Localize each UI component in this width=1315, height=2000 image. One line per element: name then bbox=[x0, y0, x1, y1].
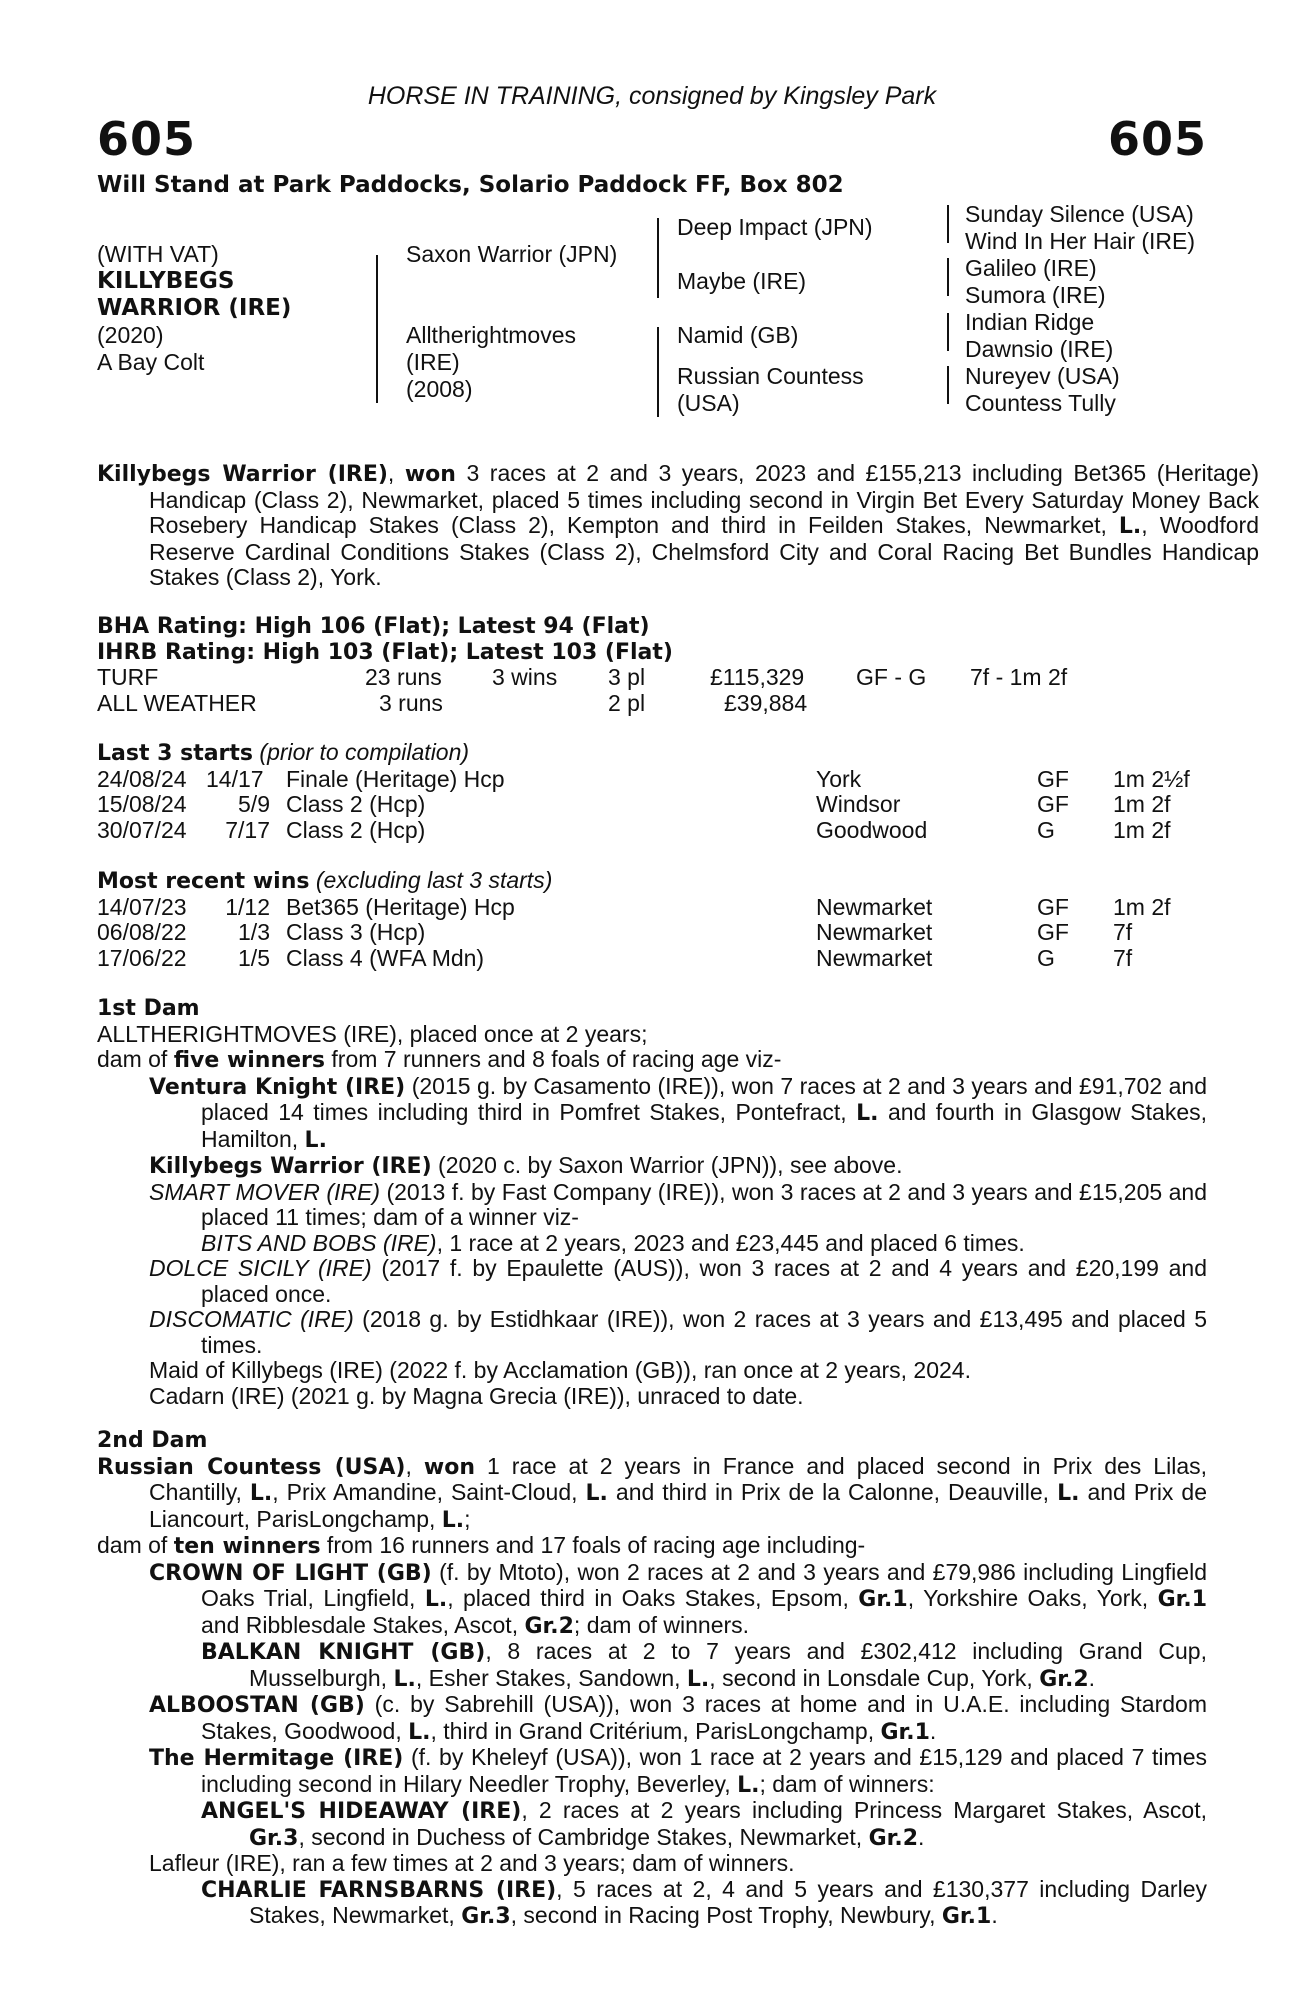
win-distance: 7f bbox=[1113, 919, 1133, 945]
pedigree-g3-7: Nureyev (USA) bbox=[965, 363, 1120, 389]
pedigree-g3-8: Countess Tully bbox=[965, 390, 1116, 416]
pedigree-dam-dam-line1: Russian Countess bbox=[677, 363, 864, 389]
text: (f. by Kheleyf (USA)), won 1 race at 2 years and £15,129 and placed 7 times including second in Hilary Needler Trophy, Beverley, bbox=[201, 1744, 1207, 1797]
ratings-runs: 3 runs bbox=[379, 689, 443, 716]
produce-name: BITS AND BOBS (IRE) bbox=[201, 1229, 437, 1256]
horse-description: A Bay Colt bbox=[97, 349, 205, 375]
ratings-surface: TURF bbox=[97, 664, 159, 690]
pedigree-g3-1: Sunday Silence (USA) bbox=[965, 201, 1194, 227]
pedigree-dam-line1: Alltherightmoves bbox=[406, 322, 577, 348]
pedigree-brace-1 bbox=[376, 255, 378, 403]
start-going: G bbox=[1037, 816, 1055, 843]
produce-name: The Hermitage (IRE) bbox=[149, 1746, 404, 1771]
text: . bbox=[1088, 1664, 1096, 1691]
listed-marker: L. bbox=[304, 1127, 327, 1153]
text: (2020 c. by Saxon Warrior (JPN)), see above. bbox=[431, 1152, 903, 1178]
sale-header: HORSE IN TRAINING, consigned by Kingsley Park bbox=[367, 82, 937, 110]
text: , 8 races at 2 to 7 years and £302,412 including Grand Cup, Musselburgh, bbox=[249, 1638, 1207, 1691]
listed-marker: L. bbox=[393, 1666, 416, 1692]
lot-number-right: 605 bbox=[1107, 112, 1207, 166]
produce-balkan-knight bbox=[97, 1639, 1207, 1692]
listed-marker: L. bbox=[1118, 514, 1142, 539]
text: , second in Racing Post Trophy, Newbury, bbox=[510, 1902, 942, 1928]
summary-text-1: 3 races at 2 and 3 years, 2023 and £155,213 including Bet365 (Heritage) Handicap (Class 2), Newmarket, placed 5 times including second in Virgin Bet Every Saturday Money Back Rosebery Handicap Stakes (Class 2), Kempton and third in Feilden Stakes, Newmarket, bbox=[149, 460, 1260, 538]
win-race: Bet365 (Heritage) Hcp bbox=[286, 893, 515, 920]
win-position: 1/3 bbox=[238, 919, 270, 945]
win-date: 14/07/23 bbox=[97, 893, 187, 920]
group-marker: Gr.1 bbox=[858, 1587, 908, 1612]
recent-wins-title: Most recent wins bbox=[97, 869, 310, 894]
start-course: York bbox=[816, 765, 862, 792]
pedigree-brace-6 bbox=[947, 313, 949, 351]
text: (c. by Sabrehill (USA)), won 3 races at home and in U.A.E. including Stardom Stakes, Goodwood, bbox=[201, 1691, 1207, 1744]
pedigree-brace-7 bbox=[947, 366, 949, 404]
text: dam of bbox=[97, 1046, 174, 1072]
recent-win-row bbox=[97, 920, 1207, 946]
text: ; dam of winners: bbox=[759, 1770, 935, 1797]
recent-wins-note: (excluding last 3 starts) bbox=[309, 867, 553, 893]
recent-win-row bbox=[97, 946, 1207, 972]
win-distance: 1m 2f bbox=[1113, 893, 1171, 920]
summary-text-2: , Woodford Reserve Cardinal Conditions Stakes (Class 2), Chelmsford City and Coral Racing Bet Bundles Handicap Stakes (Class 2), York. bbox=[149, 512, 1259, 590]
listed-marker: L. bbox=[408, 1719, 431, 1745]
produce-the-hermitage bbox=[97, 1745, 1207, 1798]
win-race: Class 4 (WFA Mdn) bbox=[286, 944, 485, 971]
last-start-row bbox=[97, 792, 1207, 818]
listed-marker: L. bbox=[737, 1772, 760, 1798]
pedigree-g3-4: Sumora (IRE) bbox=[965, 282, 1106, 308]
ratings-row-all-weather bbox=[97, 691, 1207, 717]
listed-marker: L. bbox=[249, 1481, 273, 1506]
ratings-row-turf bbox=[97, 665, 1207, 691]
first-dam-section bbox=[97, 996, 1207, 1409]
produce-dolce-sicily bbox=[97, 1256, 1207, 1307]
produce-name: CROWN OF LIGHT (GB) bbox=[149, 1560, 432, 1586]
start-race: Class 2 (Hcp) bbox=[286, 791, 426, 817]
group-marker: Gr.3 bbox=[249, 1825, 299, 1851]
text: , Esher Stakes, Sandown, bbox=[415, 1664, 687, 1691]
second-dam-section bbox=[97, 1428, 1207, 1930]
start-course: Goodwood bbox=[816, 816, 928, 843]
produce-crown-of-light bbox=[97, 1560, 1207, 1640]
produce-name: DOLCE SICILY (IRE) bbox=[149, 1255, 372, 1281]
text: dam of bbox=[97, 1532, 174, 1558]
listed-marker: L. bbox=[424, 1587, 448, 1612]
horse-year: (2020) bbox=[97, 322, 164, 348]
ratings-runs: 23 runs bbox=[365, 664, 442, 690]
group-marker: Gr.1 bbox=[1157, 1587, 1208, 1612]
ratings-going: GF - G bbox=[856, 664, 927, 690]
start-distance: 1m 2f bbox=[1113, 816, 1171, 843]
text: . bbox=[918, 1823, 925, 1850]
ratings-section bbox=[97, 614, 1207, 716]
pedigree-g3-3: Galileo (IRE) bbox=[965, 255, 1097, 281]
lot-number-left: 605 bbox=[97, 112, 197, 166]
ratings-prize: £115,329 bbox=[710, 664, 805, 690]
pedigree-brace-5 bbox=[947, 258, 949, 296]
text: , placed third in Oaks Stakes, Epsom, bbox=[447, 1585, 859, 1611]
win-position: 1/5 bbox=[238, 944, 270, 971]
group-marker: Gr.1 bbox=[941, 1904, 992, 1929]
horse-name-line2: WARRIOR (IRE) bbox=[97, 295, 292, 321]
start-position: 14/17 bbox=[206, 765, 264, 792]
start-position: 7/17 bbox=[225, 816, 270, 843]
win-date: 17/06/22 bbox=[97, 944, 187, 971]
produce-name: Killybegs Warrior (IRE) bbox=[149, 1154, 432, 1179]
pedigree-brace-4 bbox=[947, 205, 949, 243]
win-course: Newmarket bbox=[816, 893, 933, 920]
pedigree-g3-2: Wind In Her Hair (IRE) bbox=[965, 228, 1196, 254]
produce-bits-and-bobs bbox=[97, 1231, 1207, 1257]
ratings-distance: 7f - 1m 2f bbox=[970, 664, 1068, 690]
horse-name-line1: KILLYBEGS bbox=[97, 268, 235, 294]
pedigree-dam-line3: (2008) bbox=[406, 376, 473, 402]
pedigree-sire: Saxon Warrior (JPN) bbox=[406, 241, 618, 267]
text: from 16 runners and 17 foals of racing age including- bbox=[320, 1532, 866, 1558]
ratings-placed: 3 pl bbox=[608, 664, 646, 690]
group-marker: Gr.2 bbox=[868, 1825, 919, 1851]
win-date: 06/08/22 bbox=[97, 919, 187, 945]
ratings-prize: £39,884 bbox=[724, 689, 808, 716]
text: , 1 race at 2 years, 2023 and £23,445 and placed 6 times. bbox=[436, 1229, 1025, 1256]
produce-discomatic bbox=[97, 1307, 1207, 1358]
last-start-row bbox=[97, 767, 1207, 793]
produce-name: BALKAN KNIGHT (GB) bbox=[201, 1640, 486, 1665]
first-dam-title: 1st Dam bbox=[97, 996, 200, 1021]
second-dam-title: 2nd Dam bbox=[97, 1428, 208, 1453]
text: (f. by Mtoto), won 2 races at 2 and 3 years and £79,986 including Lingfield Oaks Trial, Lingfield, bbox=[201, 1558, 1207, 1611]
produce-name: Ventura Knight (IRE) bbox=[149, 1074, 406, 1100]
win-distance: 7f bbox=[1113, 944, 1133, 971]
summary-won: won bbox=[404, 462, 456, 487]
text: (2015 g. by Casamento (IRE)), won 7 races at 2 and 3 years and £91,702 and placed 14 times including third in Pomfret Stakes, Pontefract, bbox=[201, 1072, 1207, 1125]
summary-horse-name: Killybegs Warrior (IRE) bbox=[97, 462, 388, 487]
produce-name: ANGEL'S HIDEAWAY (IRE) bbox=[201, 1799, 522, 1824]
win-course: Newmarket bbox=[816, 919, 933, 945]
pedigree-g3-5: Indian Ridge bbox=[965, 309, 1095, 335]
stand-info: Will Stand at Park Paddocks, Solario Paddock FF, Box 802 bbox=[97, 172, 844, 198]
second-dam-produce-summary bbox=[97, 1533, 1207, 1560]
produce-name: ALBOOSTAN (GB) bbox=[149, 1693, 365, 1718]
listed-marker: L. bbox=[856, 1101, 879, 1126]
ratings-wins: 3 wins bbox=[492, 664, 558, 690]
text: and Prix de Liancourt, ParisLongchamp, bbox=[149, 1479, 1208, 1532]
listed-marker: L. bbox=[1057, 1481, 1080, 1506]
ihrb-rating: IHRB Rating: High 103 (Flat); Latest 103 (Flat) bbox=[97, 639, 673, 665]
start-race: Finale (Heritage) Hcp bbox=[286, 765, 505, 792]
produce-name: SMART MOVER (IRE) bbox=[149, 1178, 380, 1205]
group-marker: Gr.3 bbox=[461, 1904, 511, 1929]
win-going: GF bbox=[1037, 893, 1069, 920]
text: (2013 f. by Fast Company (IRE)), won 3 races at 2 and 3 years and £15,205 and placed 11 times; dam of a winner viz- bbox=[201, 1178, 1207, 1230]
text: , 2 races at 2 years including Princess Margaret Stakes, Ascot, bbox=[521, 1797, 1208, 1823]
text: . bbox=[929, 1717, 937, 1744]
produce-smart-mover bbox=[97, 1180, 1207, 1231]
text: ; bbox=[464, 1505, 471, 1532]
start-distance: 1m 2f bbox=[1113, 791, 1171, 817]
text: from 7 runners and 8 foals of racing age viz- bbox=[325, 1046, 782, 1072]
text: , Yorkshire Oaks, York, bbox=[907, 1585, 1158, 1611]
text: (2018 g. by Estidhkaar (IRE)), won 2 races at 3 years and £13,495 and placed 5 times. bbox=[201, 1306, 1208, 1358]
produce-maid-of-killybegs: Maid of Killybegs (IRE) (2022 f. by Acclamation (GB)), ran once at 2 years, 2024. bbox=[149, 1357, 971, 1383]
text: 1 race at 2 years in France and placed second in Prix des Lilas, Chantilly, bbox=[149, 1452, 1207, 1505]
start-going: GF bbox=[1037, 765, 1069, 792]
text: ; dam of winners. bbox=[573, 1611, 750, 1638]
pedigree-brace-3 bbox=[657, 327, 659, 417]
produce-angels-hideaway bbox=[97, 1798, 1207, 1851]
start-date: 30/07/24 bbox=[97, 816, 187, 843]
winners-count: five winners bbox=[173, 1048, 326, 1073]
race-summary: Killybegs Warrior (IRE), won 3 races at 2 and 3 years, 2023 and £155,213 including Bet365 (Heritage) Handicap (Class 2), Newmarket, placed 5 times including second in Virgin Bet Every Saturday Money Back Rosebery Handicap Stakes (Class 2), Kempton and third in Feilden Stakes, Newmarket, L., Woodford Reserve Cardinal Conditions Stakes (Class 2), Chelmsford City and Coral Racing Bet Bundles Handicap Stakes (Class 2), York. bbox=[97, 460, 1260, 590]
text: , second in Duchess of Cambridge Stakes, Newmarket, bbox=[298, 1823, 869, 1850]
produce-killybegs-warrior bbox=[97, 1153, 1207, 1180]
pedigree-sire-dam: Maybe (IRE) bbox=[677, 268, 807, 294]
text: and Ribblesdale Stakes, Ascot, bbox=[201, 1611, 525, 1638]
produce-cadarn: Cadarn (IRE) (2021 g. by Magna Grecia (IRE)), unraced to date. bbox=[149, 1382, 804, 1409]
produce-ventura-knight bbox=[97, 1074, 1207, 1154]
ratings-placed: 2 pl bbox=[608, 689, 646, 716]
vat-label: (WITH VAT) bbox=[97, 241, 219, 267]
recent-wins-section bbox=[97, 868, 1207, 971]
listed-marker: L. bbox=[686, 1666, 710, 1692]
win-race: Class 3 (Hcp) bbox=[286, 919, 426, 945]
win-going: G bbox=[1037, 944, 1055, 971]
start-position: 5/9 bbox=[238, 791, 270, 817]
text: , Prix Amandine, Saint-Cloud, bbox=[272, 1479, 586, 1505]
first-dam-produce-summary bbox=[97, 1047, 1207, 1074]
text: , second in Lonsdale Cup, York, bbox=[709, 1664, 1040, 1691]
pedigree-dam-line2: (IRE) bbox=[406, 349, 460, 375]
listed-marker: L. bbox=[441, 1507, 465, 1533]
start-going: GF bbox=[1037, 791, 1069, 817]
produce-name: DISCOMATIC (IRE) bbox=[149, 1306, 354, 1332]
second-dam-record: Russian Countess (USA), won 1 race at 2 years in France and placed second in Prix des Lilas, Chantilly, L., Prix Amandine, Saint-Cloud, L. and third in Prix de la Calonne, Deauville, L. and Prix de Liancourt, ParisLongchamp, L.; bbox=[97, 1452, 1208, 1533]
won-label: won bbox=[423, 1454, 475, 1480]
pedigree-dam-sire: Namid (GB) bbox=[677, 322, 799, 348]
text: , third in Grand Critérium, ParisLongchamp, bbox=[430, 1717, 881, 1744]
first-dam-intro: ALLTHERIGHTMOVES (IRE), placed once at 2 years; bbox=[97, 1020, 648, 1047]
pedigree-sire-sire: Deep Impact (JPN) bbox=[677, 214, 873, 240]
start-date: 15/08/24 bbox=[97, 791, 187, 817]
start-course: Windsor bbox=[816, 791, 901, 817]
last-starts-section bbox=[97, 740, 1207, 843]
win-going: GF bbox=[1037, 919, 1069, 945]
last-starts-title: Last 3 starts bbox=[97, 741, 254, 766]
pedigree-dam-dam-line2: (USA) bbox=[677, 390, 740, 416]
last-start-row bbox=[97, 818, 1207, 844]
start-race: Class 2 (Hcp) bbox=[286, 816, 426, 843]
pedigree-g3-6: Dawnsio (IRE) bbox=[965, 336, 1114, 362]
winners-count: ten winners bbox=[173, 1534, 321, 1559]
start-date: 24/08/24 bbox=[97, 765, 187, 792]
pedigree-brace-2 bbox=[657, 218, 659, 298]
produce-charlie-farnsbarns bbox=[97, 1877, 1207, 1930]
group-marker: Gr.1 bbox=[880, 1719, 930, 1745]
ratings-surface: ALL WEATHER bbox=[97, 689, 257, 716]
recent-win-row bbox=[97, 895, 1207, 921]
start-distance: 1m 2½f bbox=[1113, 765, 1190, 792]
text: and fourth in Glasgow Stakes, Hamilton, bbox=[201, 1099, 1207, 1152]
produce-alboostan bbox=[97, 1692, 1207, 1745]
produce-name: CHARLIE FARNSBARNS (IRE) bbox=[201, 1877, 557, 1903]
text: and third in Prix de la Calonne, Deauville, bbox=[607, 1479, 1058, 1505]
group-marker: Gr.2 bbox=[1039, 1666, 1089, 1692]
text: . bbox=[991, 1902, 998, 1928]
text: (2017 f. by Epaulette (AUS)), won 3 races at 2 and 4 years and £20,199 and placed once. bbox=[201, 1255, 1207, 1307]
listed-marker: L. bbox=[585, 1481, 608, 1506]
second-dam-name: Russian Countess (USA) bbox=[97, 1454, 406, 1480]
win-course: Newmarket bbox=[816, 944, 933, 971]
last-starts-note: (prior to compilation) bbox=[253, 739, 470, 765]
produce-lafleur: Lafleur (IRE), ran a few times at 2 and 3 years; dam of winners. bbox=[149, 1850, 795, 1876]
text: , 5 races at 2, 4 and 5 years and £130,377 including Darley Stakes, Newmarket, bbox=[249, 1875, 1207, 1928]
group-marker: Gr.2 bbox=[524, 1613, 574, 1639]
bha-rating: BHA Rating: High 106 (Flat); Latest 94 (Flat) bbox=[97, 614, 650, 639]
win-position: 1/12 bbox=[225, 893, 270, 920]
